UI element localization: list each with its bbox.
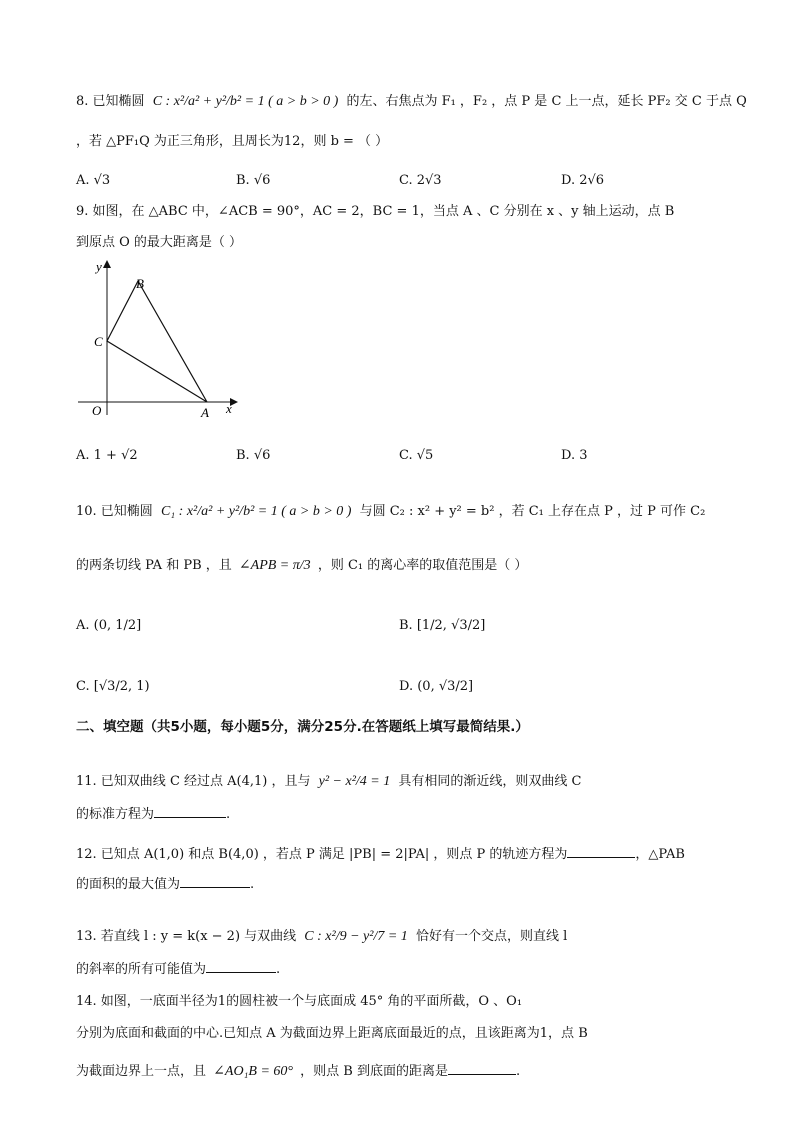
q12-line2-text: 的面积的最大值为 bbox=[76, 877, 181, 892]
q10-line2-start: 的两条切线 PA 和 PB ，且 bbox=[76, 558, 232, 573]
label-b: B bbox=[136, 276, 144, 291]
q13-answer-blank[interactable] bbox=[206, 958, 276, 973]
q8-ellipse-formula: C : x²/a² + y²/b² = 1 ( a > b > 0 ) bbox=[152, 94, 339, 109]
q11-line2-text: 的标准方程为 bbox=[76, 807, 155, 822]
q8-number: 8. 已知椭圆 bbox=[76, 94, 145, 109]
q13-line1-start: 13. 若直线 l : y = k(x − 2) 与双曲线 bbox=[76, 929, 297, 944]
q14-angle-formula: ∠AO₁B = 60° bbox=[213, 1064, 294, 1079]
label-o: O bbox=[92, 403, 102, 418]
q8-line1 bbox=[76, 93, 747, 111]
q12-answer-blank-1[interactable] bbox=[567, 843, 635, 858]
q11-hyperbola-formula: y² − x²/4 = 1 bbox=[318, 774, 391, 789]
q8-option-d: D. 2√6 bbox=[561, 173, 605, 188]
q10-line2 bbox=[76, 557, 527, 575]
triangle-abc bbox=[107, 281, 207, 402]
q11-line2 bbox=[76, 803, 230, 824]
q9-option-c: C. √5 bbox=[399, 448, 434, 463]
q12-line1-tail: ，△PAB bbox=[635, 847, 685, 862]
q8-option-c: C. 2√3 bbox=[399, 173, 442, 188]
q10-option-b: B. [1/2, √3/2] bbox=[399, 618, 486, 633]
q9-line2: 到原点 O 的最大距离是（ ） bbox=[76, 235, 243, 250]
q9-line1: 9. 如图，在 △ABC 中，∠ACB = 90°，AC = 2，BC = 1，当点 A 、C 分别在 x 、y 轴上运动，点 B bbox=[76, 204, 675, 219]
q8-text: 的左、右焦点为 F₁ ，F₂ ，点 P 是 C 上一点，延长 PF₂ 交 C 于点 Q bbox=[346, 94, 747, 109]
q12-line2 bbox=[76, 873, 254, 894]
q8-option-a: A. √3 bbox=[76, 173, 111, 188]
q14-line2: 分别为底面和截面的中心.已知点 A 为截面边界上距离底面最近的点，且该距离为1，点 B bbox=[76, 1026, 588, 1041]
q8-option-b: B. √6 bbox=[236, 173, 271, 188]
q10-angle-formula: ∠APB = π/3 bbox=[238, 558, 311, 573]
q14-answer-blank[interactable] bbox=[448, 1060, 516, 1075]
q12-line1-text: 12. 已知点 A(1,0) 和点 B(4,0) ，若点 P 满足 |PB| = 2|PA| ，则点 P 的轨迹方程为 bbox=[76, 847, 568, 862]
q14-period: . bbox=[515, 1064, 521, 1079]
q9-option-b: B. √6 bbox=[236, 448, 271, 463]
q13-period: . bbox=[276, 962, 281, 977]
q14-line3 bbox=[76, 1060, 520, 1081]
label-x: x bbox=[226, 401, 232, 416]
q10-option-c: C. [√3/2, 1) bbox=[76, 679, 150, 694]
q10-option-d: D. (0, √3/2] bbox=[399, 679, 474, 694]
q10-number: 10. 已知椭圆 bbox=[76, 504, 153, 519]
q13-line1-end: 恰好有一个交点，则直线 l bbox=[415, 929, 568, 944]
q13-line1 bbox=[76, 928, 567, 946]
label-y: y bbox=[96, 259, 102, 274]
q11-line1 bbox=[76, 773, 581, 791]
q9-option-d: D. 3 bbox=[561, 448, 588, 463]
label-c: C bbox=[94, 334, 103, 349]
q8-line2: ，若 △PF₁Q 为正三角形，且周长为12，则 b = （ ） bbox=[76, 134, 389, 149]
q12-answer-blank-2[interactable] bbox=[180, 873, 250, 888]
q10-text: 与圆 C₂ : x² + y² = b² ，若 C₁ 上存在点 P ，过 P 可作 C₂ bbox=[359, 504, 706, 519]
q10-line1 bbox=[76, 503, 705, 521]
q10-option-a: A. (0, 1/2] bbox=[76, 618, 142, 633]
q14-line1: 14. 如图，一底面半径为1的圆柱被一个与底面成 45° 角的平面所截，O 、O₁ bbox=[76, 994, 523, 1009]
label-a: A bbox=[201, 405, 209, 420]
q11-line1-start: 11. 已知双曲线 C 经过点 A(4,1) ，且与 bbox=[76, 774, 311, 789]
q13-line2-text: 的斜率的所有可能值为 bbox=[76, 962, 207, 977]
y-axis-arrow bbox=[103, 260, 111, 268]
q11-answer-blank[interactable] bbox=[154, 803, 226, 818]
section-heading: 二、填空题（共5小题，每小题5分，满分25分.在答题纸上填写最简结果.） bbox=[76, 719, 529, 735]
q12-line1 bbox=[76, 843, 685, 864]
q10-ellipse-formula: C₁ : x²/a² + y²/b² = 1 ( a > b > 0 ) bbox=[160, 504, 352, 519]
q14-line3-text: ，则点 B 到底面的距离是 bbox=[300, 1064, 448, 1079]
q11-line1-end: 具有相同的渐近线，则双曲线 C bbox=[398, 774, 582, 789]
q14-line3-start: 为截面边界上一点，且 bbox=[76, 1064, 207, 1079]
q11-period: . bbox=[226, 807, 231, 822]
q13-hyperbola-formula: C : x²/9 − y²/7 = 1 bbox=[304, 929, 408, 944]
q9-option-a: A. 1 + √2 bbox=[76, 448, 138, 463]
q12-period: . bbox=[250, 877, 255, 892]
q9-figure bbox=[70, 255, 250, 420]
q13-line2 bbox=[76, 958, 280, 979]
q10-line2-end: ，则 C₁ 的离心率的取值范围是（ ） bbox=[317, 558, 528, 573]
